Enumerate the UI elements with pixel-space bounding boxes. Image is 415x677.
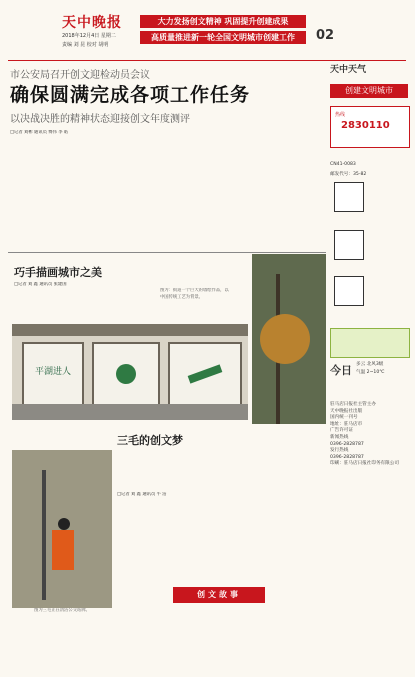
sidebar bbox=[330, 62, 408, 672]
wall-text: 平湖进人 bbox=[34, 367, 71, 377]
weather-sub: 多云 北风3级 bbox=[356, 362, 384, 367]
page-number: 02 bbox=[316, 28, 335, 43]
hotline-number: 2830110 bbox=[341, 120, 390, 131]
article-subhead: 以决战决胜的精神状态迎接创文年度测评 bbox=[10, 114, 190, 125]
section2-column-2 bbox=[230, 492, 326, 552]
date-line: 2018年12月4日 星期二 bbox=[62, 33, 116, 39]
weather-banner bbox=[330, 328, 410, 358]
qr-code-1 bbox=[334, 182, 364, 212]
section2-byline: □记者 刘 鑫 通讯员 牛 洁 bbox=[117, 492, 167, 497]
header-rule bbox=[8, 60, 406, 61]
today-label: 今日 bbox=[330, 364, 352, 377]
section1-byline: □记者 刘 鑫 通讯员 张建国 bbox=[14, 282, 67, 287]
footer-line: 新闻热线 bbox=[330, 434, 349, 440]
sidebar-weather-title: 天中天气 bbox=[330, 65, 367, 75]
editor-line: 责编 刘 昆 校对 胡明 bbox=[62, 42, 109, 48]
article-byline: □记者 刘彬 通讯员 傅伟 李 皓 bbox=[10, 130, 69, 135]
article-headline: 确保圆满完成各项工作任务 bbox=[10, 84, 251, 106]
footer-line: 印刷：驻马店日报社印务有限公司 bbox=[330, 461, 399, 467]
footer-line: 发行热线 bbox=[330, 448, 349, 454]
sidebar-footer bbox=[330, 402, 408, 468]
qr-code-2 bbox=[334, 230, 364, 260]
footer-line: 地址：驻马店市 bbox=[330, 421, 363, 427]
footer-line: 天中晚报社出版 bbox=[330, 408, 363, 414]
hotline-box bbox=[330, 106, 410, 148]
section1-title: 巧手描画城市之美 bbox=[14, 266, 102, 279]
tree-photo bbox=[252, 254, 326, 424]
section1-caption: 图为：街道一个巨大的墙绘作品，以中国传统工艺为背景。 bbox=[160, 288, 229, 300]
section1-text bbox=[14, 282, 110, 322]
section-divider bbox=[8, 252, 326, 253]
wall-mural-photo bbox=[12, 324, 248, 420]
footer-line: 0396-2828787 bbox=[330, 441, 364, 447]
tag-label: 创文故事 bbox=[173, 587, 265, 603]
section2-title: 三毛的创文梦 bbox=[117, 434, 183, 447]
cleaner-photo bbox=[12, 450, 112, 608]
article-column-1 bbox=[10, 130, 110, 250]
footer-line: 广告许可证 bbox=[330, 428, 353, 434]
footer-line: 驻马店日报社主管主办 bbox=[330, 402, 376, 407]
qr-code-3 bbox=[334, 276, 364, 306]
hotline-label: 热线 bbox=[335, 112, 346, 118]
sidebar-plate: 创建文明城市 bbox=[330, 84, 408, 98]
article-kicker: 市公安局召开创文迎检动员会议 bbox=[10, 70, 150, 81]
article-column-2 bbox=[117, 130, 119, 250]
banner-bottom: 高质量推进新一轮全国文明城市创建工作 bbox=[140, 31, 306, 44]
footer-line: 0396-2828787 bbox=[330, 454, 364, 460]
article-column-3 bbox=[227, 130, 325, 250]
issn-line: 邮发代号：35-82 bbox=[330, 172, 367, 177]
footer-line: 国内统一刊号 bbox=[330, 415, 358, 421]
temp-line: 气温 2~10℃ bbox=[356, 370, 385, 375]
masthead-logo: 天中晚报 bbox=[62, 15, 122, 31]
section2-column-1 bbox=[117, 492, 217, 552]
photo-caption: 图为三毛正在清洁公交站牌。 bbox=[34, 608, 90, 613]
banner-top: 大力发扬创文精神 巩固提升创建成果 bbox=[140, 15, 306, 28]
code-line: CN41-0083 bbox=[330, 162, 356, 167]
